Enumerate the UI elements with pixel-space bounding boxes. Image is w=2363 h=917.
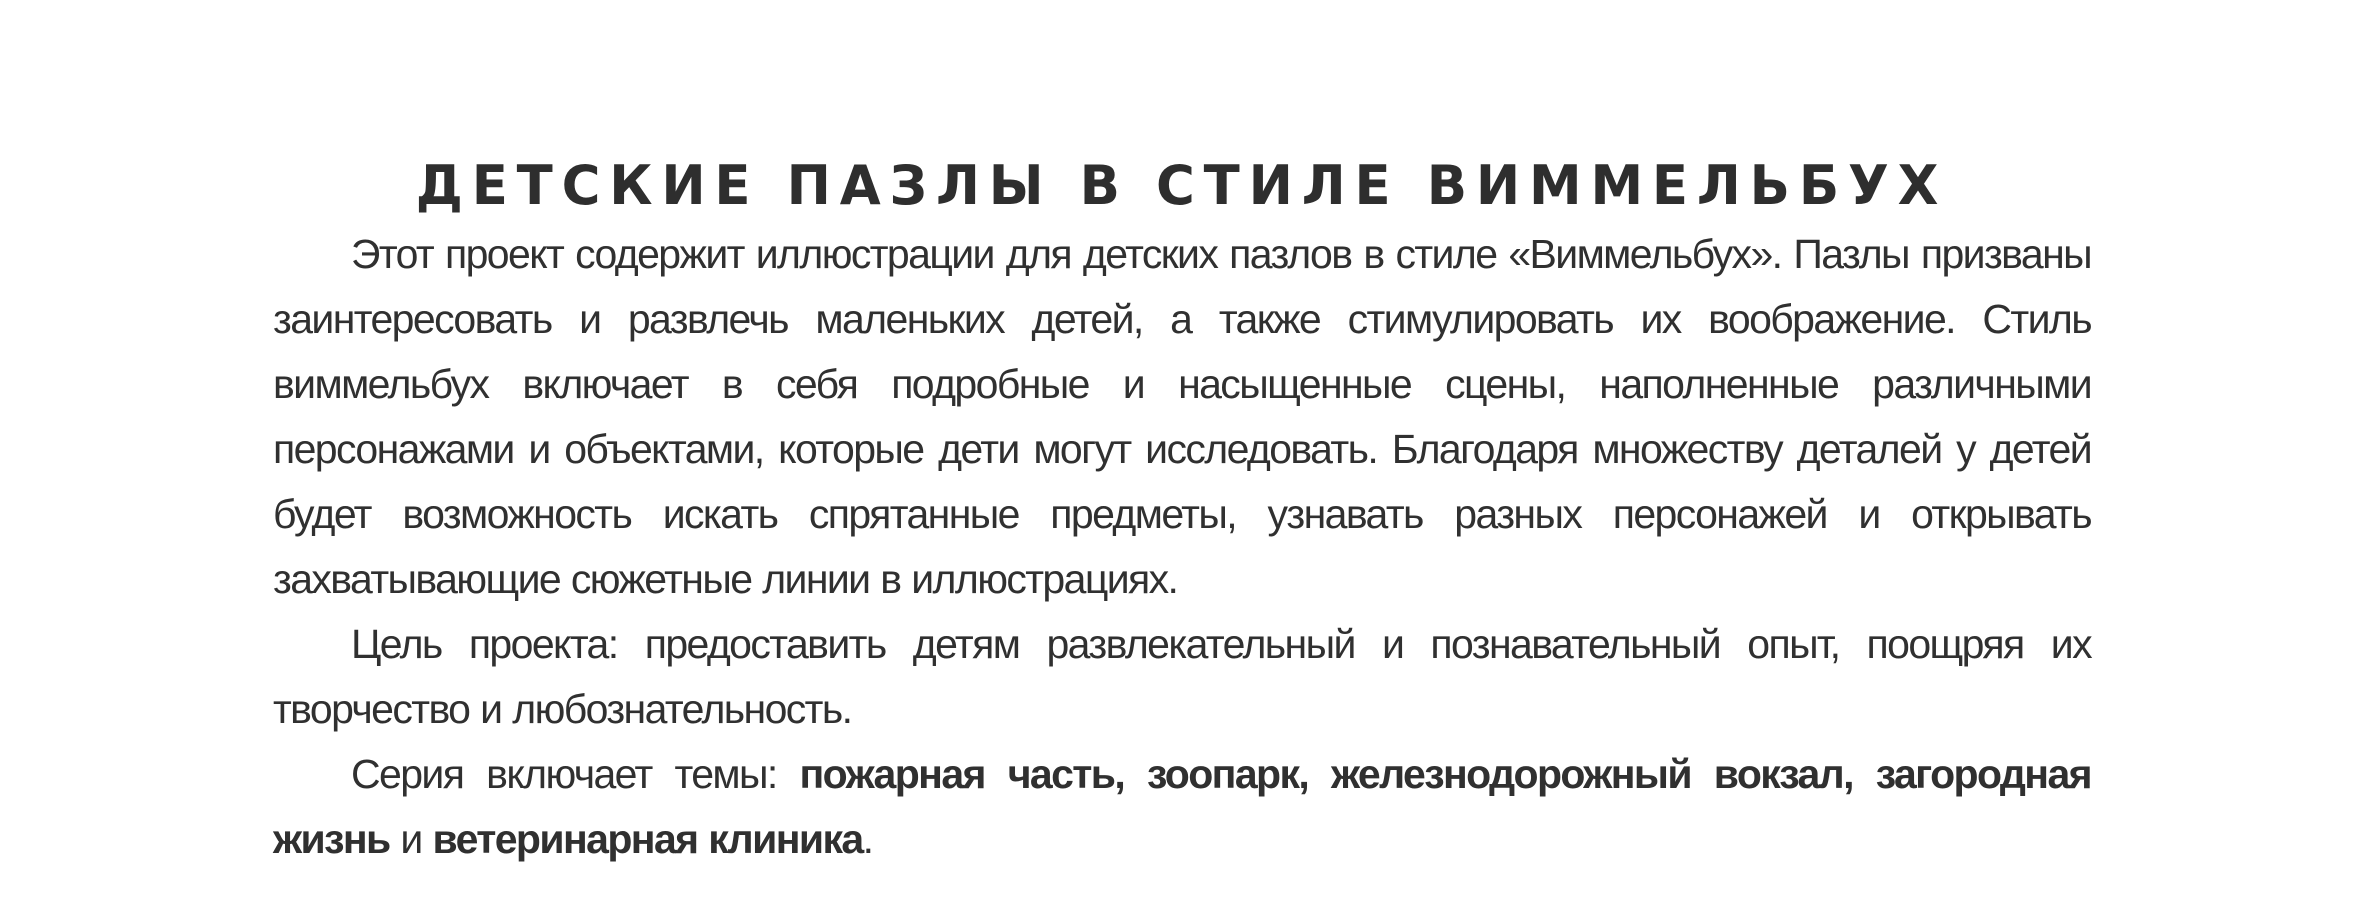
series-connector: и	[389, 816, 433, 862]
series-end: .	[862, 816, 873, 862]
series-last-theme: ветеринарная клиника	[432, 816, 863, 862]
page-title: ДЕТСКИЕ ПАЗЛЫ В СТИЛЕ ВИММЕЛЬБУХ	[415, 154, 1948, 218]
series-lead-text: Серия включает темы:	[351, 751, 800, 797]
series-paragraph	[273, 742, 2091, 872]
document-body	[273, 222, 2091, 872]
goal-paragraph: Цель проекта: предоставить детям развлекательный и познавательный опыт, поощряя их творчество и любознательность.	[273, 621, 2091, 732]
intro-paragraph: Этот проект содержит иллюстрации для детских пазлов в стиле «Виммельбух». Пазлы призваны заинтересовать и развлечь маленьких детей, а также стимулировать их воображение. Стиль виммельбух включает в себя подробные и насыщенные сцены, наполненные различными персонажами и объектами, которые дети могут исследовать. Благодаря множеству деталей у детей будет возможность искать спрятанные предметы, узнавать разных персонажей и открывать захватывающие сюжетные линии в иллюстрациях.	[273, 231, 2091, 602]
series-themes: пожарная часть, зоопарк, железнодорожный вокзал, загородная жизнь	[273, 751, 2091, 862]
